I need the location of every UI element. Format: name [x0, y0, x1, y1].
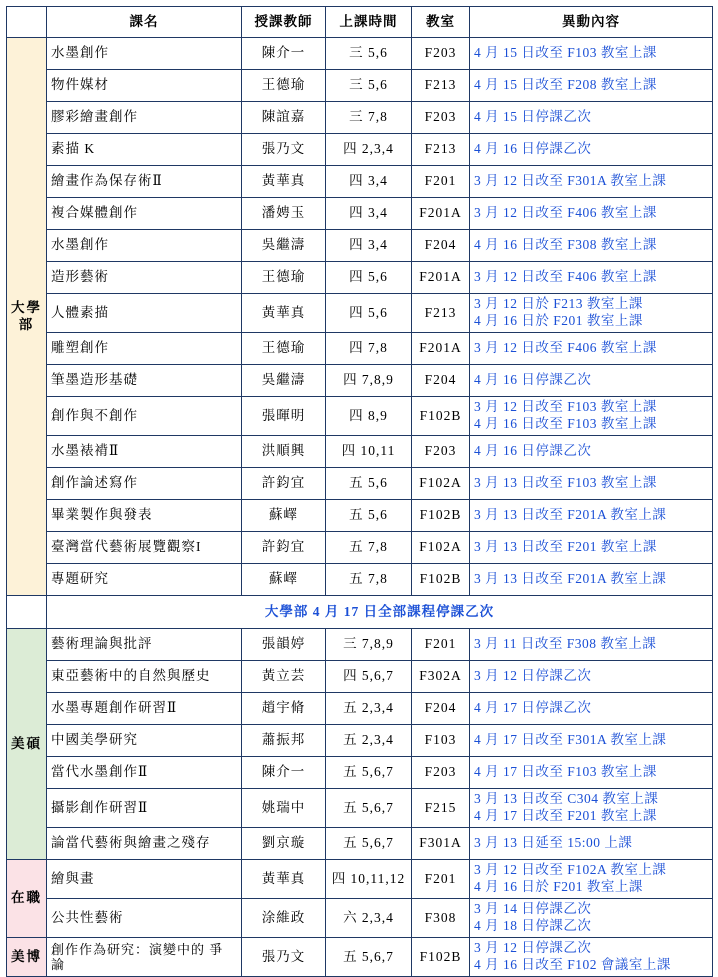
class-time: 三 7,8,9: [326, 629, 412, 661]
change-note: [470, 725, 713, 757]
change-note: [470, 166, 713, 198]
teacher-name: 陳介一: [242, 757, 326, 789]
classroom: F201A: [412, 198, 470, 230]
change-note-line: 3 月 14 日停課乙次: [474, 901, 592, 917]
change-note-line: 3 月 12 日改至 F406 教室上課: [474, 340, 657, 356]
classroom: F201A: [412, 262, 470, 294]
classroom: F102B: [412, 397, 470, 436]
class-time: 四 7,8,9: [326, 365, 412, 397]
class-time: 四 3,4: [326, 230, 412, 262]
change-note-line: 3 月 12 日改至 F102A 教室上課: [474, 862, 667, 878]
change-note-line: 4 月 16 日停課乙次: [474, 141, 592, 157]
course-name: 創作論述寫作: [47, 468, 242, 500]
class-time: 三 7,8: [326, 102, 412, 134]
table-row: [7, 436, 713, 468]
change-note: [470, 500, 713, 532]
table-row: [7, 166, 713, 198]
teacher-name: 吳繼濤: [242, 365, 326, 397]
change-note-line: 3 月 12 日改至 F301A 教室上課: [474, 173, 667, 189]
teacher-name: 張韻婷: [242, 629, 326, 661]
course-name: 水墨創作: [47, 230, 242, 262]
classroom: F204: [412, 365, 470, 397]
course-name: 水墨專題創作研習Ⅱ: [47, 693, 242, 725]
teacher-name: 張乃文: [242, 938, 326, 977]
class-time: 三 5,6: [326, 70, 412, 102]
course-name: 臺灣當代藝術展覽觀察I: [47, 532, 242, 564]
classroom: F203: [412, 102, 470, 134]
class-time: 四 3,4: [326, 198, 412, 230]
course-name: 專題研究: [47, 564, 242, 596]
change-note: [470, 789, 713, 828]
classroom: F102B: [412, 564, 470, 596]
class-time: 五 5,6,7: [326, 757, 412, 789]
table-row: [7, 757, 713, 789]
class-time: 五 2,3,4: [326, 725, 412, 757]
classroom: F201: [412, 166, 470, 198]
course-name: 公共性藝術: [47, 899, 242, 938]
class-time: 五 7,8: [326, 564, 412, 596]
change-note-line: 4 月 18 日停課乙次: [474, 918, 592, 933]
teacher-name: 陳誼嘉: [242, 102, 326, 134]
table-row: [7, 365, 713, 397]
teacher-name: 黃華真: [242, 166, 326, 198]
classroom: F102B: [412, 500, 470, 532]
change-note: [470, 828, 713, 860]
class-time: 三 5,6: [326, 38, 412, 70]
all-courses-cancel-banner: 大學部 4 月 17 日全部課程停課乙次: [47, 596, 713, 629]
teacher-name: 潘娉玉: [242, 198, 326, 230]
change-note-line: 4 月 16 日改至 F308 教室上課: [474, 237, 657, 253]
teacher-name: 吳繼濤: [242, 230, 326, 262]
classroom: F308: [412, 899, 470, 938]
change-note-line: 3 月 13 日改至 C304 教室上課: [474, 791, 659, 807]
teacher-name: 趙宇脩: [242, 693, 326, 725]
table-row: [7, 789, 713, 828]
table-row: [7, 860, 713, 899]
header-room: 教室: [412, 7, 470, 38]
class-time: 五 5,6,7: [326, 938, 412, 977]
classroom: F215: [412, 789, 470, 828]
teacher-name: 劉京璇: [242, 828, 326, 860]
teacher-name: 黃華真: [242, 860, 326, 899]
class-time: 四 5,6,7: [326, 661, 412, 693]
change-note-line: 4 月 16 日改至 F102 會議室上課: [474, 957, 671, 972]
class-time: 四 5,6: [326, 294, 412, 333]
classroom: F301A: [412, 828, 470, 860]
change-note: [470, 134, 713, 166]
group-label-phd: 美博: [7, 938, 47, 977]
group-label-univ: 大學部: [7, 38, 47, 596]
change-note-line: 4 月 15 日改至 F208 教室上課: [474, 77, 657, 93]
change-note-line: 4 月 15 日改至 F103 教室上課: [474, 45, 657, 61]
course-name: 水墨裱褙Ⅱ: [47, 436, 242, 468]
table-row: [7, 938, 713, 977]
teacher-name: 許鈞宜: [242, 468, 326, 500]
table-row: [7, 102, 713, 134]
table-header: [7, 7, 713, 38]
classroom: F201A: [412, 333, 470, 365]
class-time: 六 2,3,4: [326, 899, 412, 938]
teacher-name: 王德瑜: [242, 70, 326, 102]
change-note-line: 4 月 17 日改至 F301A 教室上課: [474, 732, 667, 748]
table-row: [7, 134, 713, 166]
course-name: 複合媒體創作: [47, 198, 242, 230]
course-name: 繪與畫: [47, 860, 242, 899]
course-name: 藝術理論與批評: [47, 629, 242, 661]
header-time: 上課時間: [326, 7, 412, 38]
table-body: [7, 38, 713, 977]
change-note: [470, 757, 713, 789]
course-name: 物件媒材: [47, 70, 242, 102]
change-note-line: 4 月 17 日停課乙次: [474, 700, 592, 716]
class-time: 四 8,9: [326, 397, 412, 436]
change-note-line: 3 月 13 日改至 F201A 教室上課: [474, 571, 667, 587]
teacher-name: 張暉明: [242, 397, 326, 436]
class-time: 五 5,6,7: [326, 828, 412, 860]
classroom: F203: [412, 757, 470, 789]
teacher-name: 陳介一: [242, 38, 326, 70]
change-note-line: 3 月 13 日延至 15:00 上課: [474, 835, 633, 851]
class-time: 四 2,3,4: [326, 134, 412, 166]
header-course: 課名: [47, 7, 242, 38]
change-note: [470, 230, 713, 262]
table-row: [7, 38, 713, 70]
change-note: [470, 564, 713, 596]
course-name: 論當代藝術與繪畫之殘存: [47, 828, 242, 860]
class-time: 四 3,4: [326, 166, 412, 198]
header-group: [7, 7, 47, 38]
course-name: 創作作為研究：演變中的 爭論: [47, 938, 242, 977]
header-teacher: 授課教師: [242, 7, 326, 38]
change-note-line: 4 月 16 日於 F201 教室上課: [474, 879, 643, 894]
teacher-name: 蘇嶧: [242, 500, 326, 532]
course-name: 素描 K: [47, 134, 242, 166]
course-name: 攝影創作研習Ⅱ: [47, 789, 242, 828]
table-row: [7, 564, 713, 596]
change-note-line: 4 月 16 日停課乙次: [474, 443, 592, 459]
class-time: 四 10,11,12: [326, 860, 412, 899]
change-note-line: 3 月 12 日於 F213 教室上課: [474, 296, 643, 312]
change-note-line: 4 月 16 日於 F201 教室上課: [474, 313, 643, 328]
course-name: 畢業製作與發表: [47, 500, 242, 532]
classroom: F204: [412, 230, 470, 262]
change-note-line: 3 月 13 日改至 F201A 教室上課: [474, 507, 667, 523]
change-note: [470, 294, 713, 333]
teacher-name: 王德瑜: [242, 333, 326, 365]
class-time: 五 7,8: [326, 532, 412, 564]
change-note-line: 3 月 12 日改至 F406 教室上課: [474, 205, 657, 221]
change-note-line: 3 月 12 日改至 F406 教室上課: [474, 269, 657, 285]
table-row: [7, 629, 713, 661]
table-row: [7, 500, 713, 532]
table-row: [7, 198, 713, 230]
course-name: 當代水墨創作Ⅱ: [47, 757, 242, 789]
teacher-name: 黃華真: [242, 294, 326, 333]
table-row: [7, 661, 713, 693]
class-time: 五 5,6,7: [326, 789, 412, 828]
classroom: F102A: [412, 468, 470, 500]
course-change-table: [6, 6, 713, 977]
course-name: 創作與不創作: [47, 397, 242, 436]
course-name: 繪畫作為保存術Ⅱ: [47, 166, 242, 198]
course-name: 造形藝術: [47, 262, 242, 294]
change-note: [470, 468, 713, 500]
table-row: [7, 828, 713, 860]
classroom: F213: [412, 70, 470, 102]
change-note: [470, 693, 713, 725]
teacher-name: 姚瑞中: [242, 789, 326, 828]
classroom: F102B: [412, 938, 470, 977]
table-row: [7, 70, 713, 102]
classroom: F102A: [412, 532, 470, 564]
class-time: 五 2,3,4: [326, 693, 412, 725]
course-name: 人體素描: [47, 294, 242, 333]
change-note-line: 3 月 13 日改至 F103 教室上課: [474, 475, 657, 491]
change-note: [470, 198, 713, 230]
class-time: 五 5,6: [326, 500, 412, 532]
teacher-name: 許鈞宜: [242, 532, 326, 564]
classroom: F203: [412, 436, 470, 468]
change-note: [470, 397, 713, 436]
teacher-name: 蘇嶧: [242, 564, 326, 596]
change-note-line: 3 月 12 日停課乙次: [474, 940, 592, 956]
change-note: [470, 860, 713, 899]
classroom: F203: [412, 38, 470, 70]
table-row: [7, 262, 713, 294]
change-note: [470, 661, 713, 693]
header-note: 異動內容: [470, 7, 713, 38]
change-note: [470, 365, 713, 397]
teacher-name: 洪順興: [242, 436, 326, 468]
table-row: [7, 397, 713, 436]
change-note-line: 4 月 16 日改至 F103 教室上課: [474, 416, 657, 431]
change-note: [470, 532, 713, 564]
change-note-line: 3 月 11 日改至 F308 教室上課: [474, 636, 657, 652]
table-row: [7, 693, 713, 725]
change-note: [470, 629, 713, 661]
classroom: F201: [412, 629, 470, 661]
table-row: [7, 230, 713, 262]
change-note-line: 4 月 17 日改至 F103 教室上課: [474, 764, 657, 780]
table-row: [7, 899, 713, 938]
class-time: 五 5,6: [326, 468, 412, 500]
class-time: 四 10,11: [326, 436, 412, 468]
teacher-name: 黃立芸: [242, 661, 326, 693]
classroom: F201: [412, 860, 470, 899]
change-note-line: 4 月 17 日改至 F201 教室上課: [474, 808, 657, 823]
classroom: F103: [412, 725, 470, 757]
table-row: [7, 333, 713, 365]
table-row: [7, 468, 713, 500]
group-label-inservice: 在職: [7, 860, 47, 938]
course-name: 筆墨造形基礎: [47, 365, 242, 397]
header-row: [7, 7, 713, 38]
course-name: 東亞藝術中的自然與歷史: [47, 661, 242, 693]
group-label-master: 美碩: [7, 629, 47, 860]
teacher-name: 涂維政: [242, 899, 326, 938]
course-name: 膠彩繪畫創作: [47, 102, 242, 134]
change-note: [470, 38, 713, 70]
change-note-line: 4 月 15 日停課乙次: [474, 109, 592, 125]
change-note: [470, 70, 713, 102]
banner-spacer: [7, 596, 47, 629]
change-note-line: 4 月 16 日停課乙次: [474, 372, 592, 388]
change-note-line: 3 月 12 日停課乙次: [474, 668, 592, 684]
course-name: 水墨創作: [47, 38, 242, 70]
change-note: [470, 262, 713, 294]
teacher-name: 蕭振邦: [242, 725, 326, 757]
classroom: F213: [412, 134, 470, 166]
change-note: [470, 938, 713, 977]
change-note: [470, 899, 713, 938]
change-note-line: 3 月 13 日改至 F201 教室上課: [474, 539, 657, 555]
course-name: 中國美學研究: [47, 725, 242, 757]
table-row: [7, 294, 713, 333]
class-time: 四 5,6: [326, 262, 412, 294]
class-time: 四 7,8: [326, 333, 412, 365]
change-note: [470, 436, 713, 468]
course-name: 雕塑創作: [47, 333, 242, 365]
classroom: F204: [412, 693, 470, 725]
change-note: [470, 333, 713, 365]
table-row: [7, 725, 713, 757]
teacher-name: 王德瑜: [242, 262, 326, 294]
classroom: F213: [412, 294, 470, 333]
change-note-line: 3 月 12 日改至 F103 教室上課: [474, 399, 657, 415]
change-note: [470, 102, 713, 134]
classroom: F302A: [412, 661, 470, 693]
teacher-name: 張乃文: [242, 134, 326, 166]
table-row: [7, 532, 713, 564]
banner-row: [7, 596, 713, 629]
